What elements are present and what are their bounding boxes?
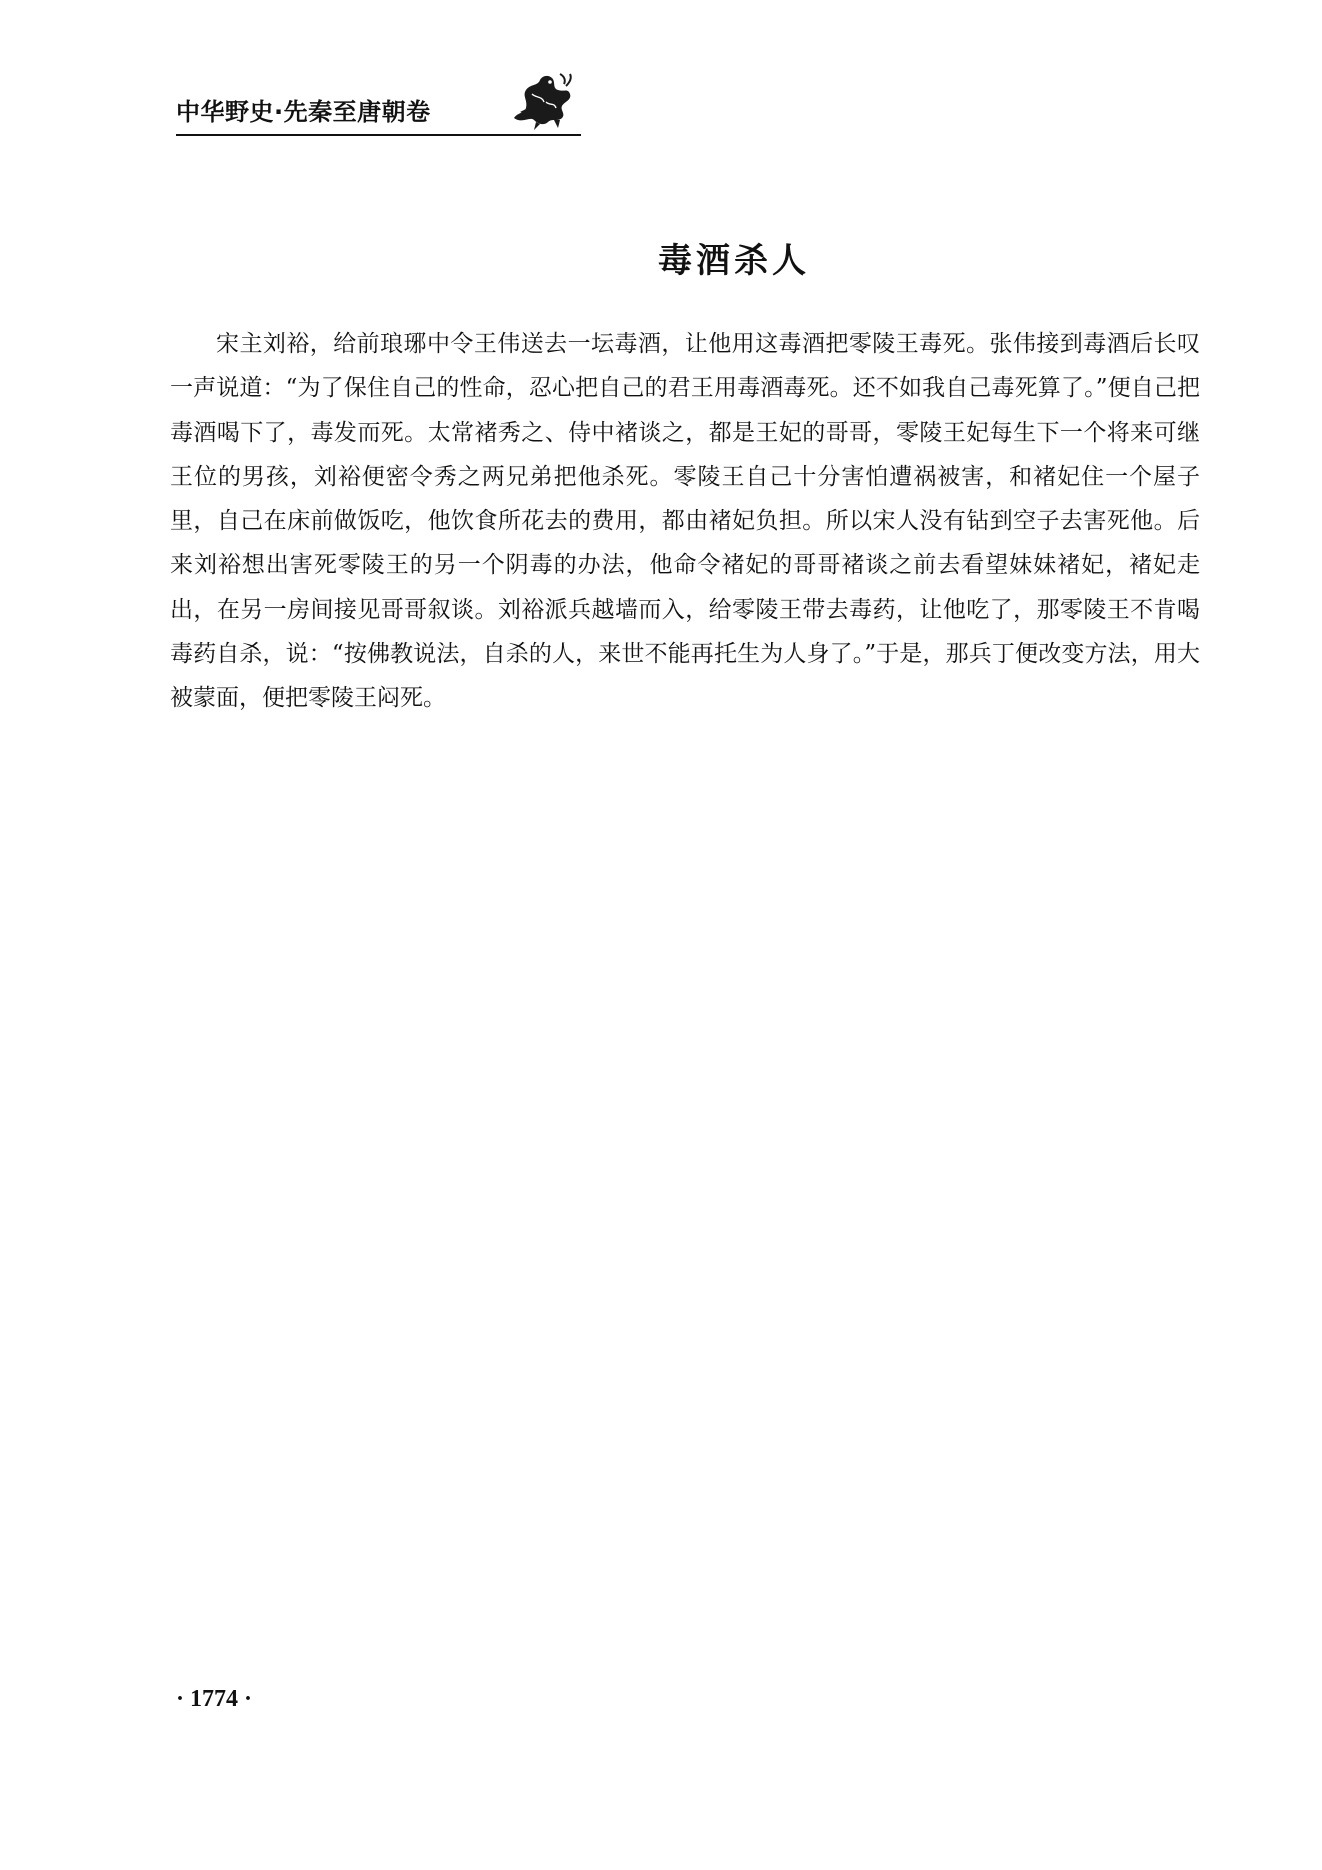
- dragon-emblem-icon: [508, 72, 576, 132]
- chapter-title: 毒酒杀人: [658, 240, 810, 281]
- header-rule: [176, 134, 581, 136]
- running-header: [176, 72, 581, 138]
- book-title: 中华野史·先秦至唐朝卷: [176, 98, 431, 126]
- body-paragraph: 宋主刘裕，给前琅琊中令王伟送去一坛毒酒，让他用这毒酒把零陵王毒死。张伟接到毒酒后长叹一声说道：“为了保住自己的性命，忍心把自己的君王用毒酒毒死。还不如我自己毒死算了。”便自己把毒酒喝下了，毒发而死。太常褚秀之、侍中褚谈之，都是王妃的哥哥，零陵王妃每生下一个将来可继王位的男孩，刘裕便密令秀之两兄弟把他杀死。零陵王自己十分害怕遭祸被害，和褚妃住一个屋子里，自己在床前做饭吃，他饮食所花去的费用，都由褚妃负担。所以宋人没有钻到空子去害死他。后来刘裕想出害死零陵王的另一个阴毒的办法，他命令褚妃的哥哥褚谈之前去看望妹妹褚妃，褚妃走出，在另一房间接见哥哥叙谈。刘裕派兵越墙而入，给零陵王带去毒药，让他吃了，那零陵王不肯喝毒药自杀，说：“按佛教说法，自杀的人，来世不能再托生为人身了。”于是，那兵丁便改变方法，用大被蒙面，便把零陵王闷死。: [170, 331, 1200, 712]
- page-number: · 1774 ·: [176, 1686, 253, 1712]
